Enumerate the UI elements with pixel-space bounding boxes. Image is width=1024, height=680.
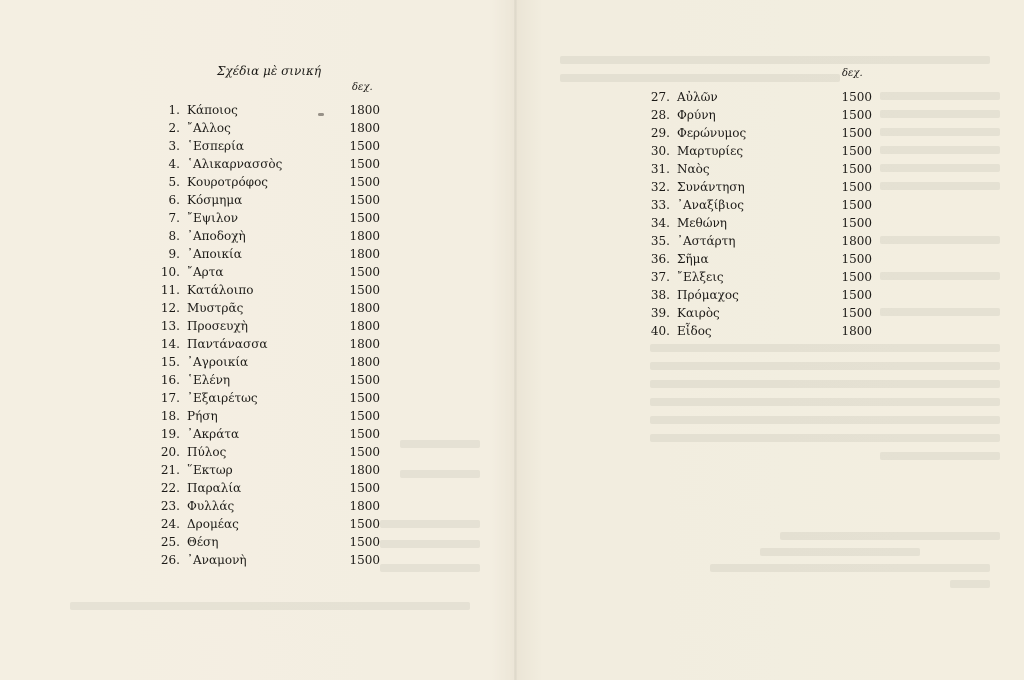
item-number: 15. <box>160 355 180 369</box>
artwork-price: 1500 <box>841 108 872 122</box>
list-item <box>650 214 872 232</box>
show-through-line <box>880 128 1000 136</box>
show-through-line <box>400 470 480 478</box>
list-item <box>650 196 872 214</box>
currency-unit-label: δεχ. <box>352 82 373 93</box>
artwork-price: 1500 <box>349 283 380 297</box>
show-through-line <box>650 380 1000 388</box>
artwork-title: Κατάλοιπο <box>187 283 254 297</box>
artwork-title: Αὐλῶν <box>677 90 718 104</box>
show-through-line <box>760 548 920 556</box>
artwork-price: 1800 <box>349 499 380 513</box>
show-through-line <box>650 398 1000 406</box>
item-number: 38. <box>650 288 670 302</box>
artwork-title: Παντάνασσα <box>187 337 268 351</box>
artwork-price: 1800 <box>349 229 380 243</box>
list-item <box>160 515 380 533</box>
item-number: 18. <box>160 409 180 423</box>
item-number: 25. <box>160 535 180 549</box>
list-item <box>160 245 380 263</box>
artwork-price: 1500 <box>349 481 380 495</box>
artwork-title: Καιρὸς <box>677 306 720 320</box>
list-item <box>160 389 380 407</box>
artwork-title: ῎Αρτα <box>187 265 224 279</box>
show-through-line <box>560 74 840 82</box>
artwork-title: ῾Ελένη <box>187 373 231 387</box>
item-number: 14. <box>160 337 180 351</box>
list-item <box>160 335 380 353</box>
artwork-price: 1500 <box>841 180 872 194</box>
artwork-price: 1800 <box>349 301 380 315</box>
item-number: 11. <box>160 283 180 297</box>
item-number: 5. <box>168 175 180 189</box>
artwork-price: 1500 <box>841 252 872 266</box>
item-number: 30. <box>650 144 670 158</box>
show-through-line <box>880 110 1000 118</box>
list-item <box>650 88 872 106</box>
show-through-line <box>880 92 1000 100</box>
artwork-title: ᾿Αγροικία <box>187 355 249 369</box>
artwork-title: Μυστρᾶς <box>187 301 244 315</box>
show-through-line <box>880 182 1000 190</box>
artwork-price: 1500 <box>841 90 872 104</box>
list-item <box>160 155 380 173</box>
item-number: 8. <box>168 229 180 243</box>
artwork-title: ᾿Ακράτα <box>187 427 240 441</box>
artwork-title: ῾Αλικαρνασσὸς <box>187 157 283 171</box>
artwork-title: Μεθώνη <box>677 216 727 230</box>
list-item <box>160 353 380 371</box>
artwork-price: 1500 <box>841 198 872 212</box>
show-through-line <box>70 602 470 610</box>
artwork-title: Ναὸς <box>677 162 710 176</box>
artwork-price: 1800 <box>841 234 872 248</box>
artwork-title: Θέση <box>187 535 219 549</box>
list-item <box>650 304 872 322</box>
show-through-line <box>880 164 1000 172</box>
artwork-title: ᾿Αστάρτη <box>677 234 736 248</box>
artwork-title: Κόσμημα <box>187 193 243 207</box>
artwork-price: 1500 <box>841 270 872 284</box>
item-number: 36. <box>650 252 670 266</box>
list-item <box>160 281 380 299</box>
price-list-left <box>160 101 380 569</box>
item-number: 33. <box>650 198 670 212</box>
artwork-title: ᾿Αναμονὴ <box>187 553 247 567</box>
show-through-line <box>880 236 1000 244</box>
item-number: 31. <box>650 162 670 176</box>
list-item <box>160 497 380 515</box>
item-number: 2. <box>168 121 180 135</box>
artwork-price: 1500 <box>349 409 380 423</box>
artwork-price: 1800 <box>349 121 380 135</box>
list-item <box>650 142 872 160</box>
artwork-title: Κάποιος <box>187 103 238 117</box>
item-number: 34. <box>650 216 670 230</box>
artwork-title: Πρόμαχος <box>677 288 739 302</box>
artwork-title: Φερώνυμος <box>677 126 747 140</box>
item-number: 24. <box>160 517 180 531</box>
artwork-price: 1500 <box>841 144 872 158</box>
list-item <box>160 533 380 551</box>
item-number: 1. <box>168 103 180 117</box>
artwork-price: 1500 <box>349 265 380 279</box>
artwork-title: Ρήση <box>187 409 218 423</box>
artwork-title: Φρύνη <box>677 108 716 122</box>
artwork-price: 1500 <box>841 288 872 302</box>
list-item <box>160 119 380 137</box>
item-number: 10. <box>160 265 180 279</box>
artwork-title: Συνάντηση <box>677 180 745 194</box>
item-number: 23. <box>160 499 180 513</box>
item-number: 28. <box>650 108 670 122</box>
artwork-title: ῎Ελξεις <box>677 270 724 284</box>
show-through-line <box>880 452 1000 460</box>
list-item <box>160 317 380 335</box>
artwork-price: 1500 <box>349 553 380 567</box>
item-number: 7. <box>168 211 180 225</box>
artwork-title: Φυλλάς <box>187 499 235 513</box>
artwork-price: 1500 <box>841 162 872 176</box>
artwork-title: Σῆμα <box>677 252 709 266</box>
list-item <box>650 160 872 178</box>
show-through-line <box>560 56 990 64</box>
show-through-line <box>650 434 1000 442</box>
show-through-line <box>650 416 1000 424</box>
artwork-price: 1800 <box>349 463 380 477</box>
show-through-line <box>380 540 480 548</box>
artwork-price: 1500 <box>841 216 872 230</box>
show-through-line <box>880 272 1000 280</box>
artwork-price: 1500 <box>349 211 380 225</box>
item-number: 19. <box>160 427 180 441</box>
list-item <box>650 178 872 196</box>
list-item <box>160 551 380 569</box>
artwork-title: ῎Εψιλον <box>187 211 238 225</box>
item-number: 40. <box>650 324 670 338</box>
artwork-price: 1500 <box>349 193 380 207</box>
artwork-title: Μαρτυρίες <box>677 144 744 158</box>
list-item <box>160 407 380 425</box>
artwork-price: 1500 <box>349 391 380 405</box>
item-number: 26. <box>160 553 180 567</box>
item-number: 16. <box>160 373 180 387</box>
item-number: 39. <box>650 306 670 320</box>
item-number: 21. <box>160 463 180 477</box>
artwork-title: ᾿Αναξίβιος <box>677 198 744 212</box>
show-through-line <box>710 564 990 572</box>
item-number: 9. <box>168 247 180 261</box>
list-item <box>650 322 872 340</box>
artwork-price: 1800 <box>349 319 380 333</box>
list-item <box>160 191 380 209</box>
artwork-price: 1500 <box>349 517 380 531</box>
artwork-title: Παραλία <box>187 481 242 495</box>
list-item <box>160 137 380 155</box>
artwork-price: 1800 <box>841 324 872 338</box>
artwork-title: Πύλος <box>187 445 227 459</box>
artwork-price: 1800 <box>349 337 380 351</box>
artwork-price: 1500 <box>349 535 380 549</box>
artwork-title: ῞Εκτωρ <box>187 463 233 477</box>
show-through-line <box>880 146 1000 154</box>
list-item <box>650 286 872 304</box>
list-item <box>160 209 380 227</box>
artwork-title: ᾿Εξαιρέτως <box>187 391 258 405</box>
catalogue-section-title: Σχέδια μὲ σινική <box>217 64 322 78</box>
artwork-price: 1500 <box>349 175 380 189</box>
list-item <box>160 299 380 317</box>
show-through-line <box>650 362 1000 370</box>
list-item <box>650 106 872 124</box>
artwork-title: Εἶδος <box>677 324 712 338</box>
artwork-price: 1800 <box>349 355 380 369</box>
item-number: 22. <box>160 481 180 495</box>
item-number: 29. <box>650 126 670 140</box>
artwork-price: 1500 <box>349 373 380 387</box>
show-through-line <box>380 564 480 572</box>
artwork-price: 1800 <box>349 247 380 261</box>
list-item <box>160 479 380 497</box>
artwork-price: 1500 <box>841 126 872 140</box>
show-through-line <box>400 440 480 448</box>
item-number: 35. <box>650 234 670 248</box>
show-through-line <box>780 532 1000 540</box>
artwork-price: 1500 <box>349 445 380 459</box>
item-number: 4. <box>168 157 180 171</box>
list-item <box>160 443 380 461</box>
list-item <box>650 250 872 268</box>
show-through-line <box>950 580 990 588</box>
artwork-title: ᾿Αποικία <box>187 247 242 261</box>
show-through-line <box>380 520 480 528</box>
list-item <box>650 124 872 142</box>
artwork-price: 1800 <box>349 103 380 117</box>
list-item <box>160 425 380 443</box>
price-list-right <box>650 88 872 340</box>
artwork-price: 1500 <box>349 427 380 441</box>
list-item <box>650 232 872 250</box>
currency-unit-label: δεχ. <box>842 68 863 79</box>
list-item <box>160 371 380 389</box>
artwork-title: ᾿Αποδοχὴ <box>187 229 246 243</box>
item-number: 17. <box>160 391 180 405</box>
artwork-title: Προσευχὴ <box>187 319 248 333</box>
list-item <box>160 263 380 281</box>
list-item <box>650 268 872 286</box>
artwork-price: 1500 <box>349 157 380 171</box>
show-through-line <box>880 308 1000 316</box>
list-item <box>160 173 380 191</box>
item-number: 37. <box>650 270 670 284</box>
item-number: 13. <box>160 319 180 333</box>
artwork-title: Δρομέας <box>187 517 239 531</box>
list-item <box>160 461 380 479</box>
list-item <box>160 227 380 245</box>
artwork-title: ῾Εσπερία <box>187 139 244 153</box>
show-through-line <box>650 344 1000 352</box>
item-number: 20. <box>160 445 180 459</box>
list-item <box>160 101 380 119</box>
artwork-price: 1500 <box>349 139 380 153</box>
item-number: 32. <box>650 180 670 194</box>
item-number: 27. <box>650 90 670 104</box>
artwork-title: Κουροτρόφος <box>187 175 269 189</box>
artwork-price: 1500 <box>841 306 872 320</box>
page-fold <box>514 0 517 680</box>
item-number: 12. <box>160 301 180 315</box>
item-number: 3. <box>168 139 180 153</box>
item-number: 6. <box>168 193 180 207</box>
artwork-title: ῎Αλλος <box>187 121 231 135</box>
